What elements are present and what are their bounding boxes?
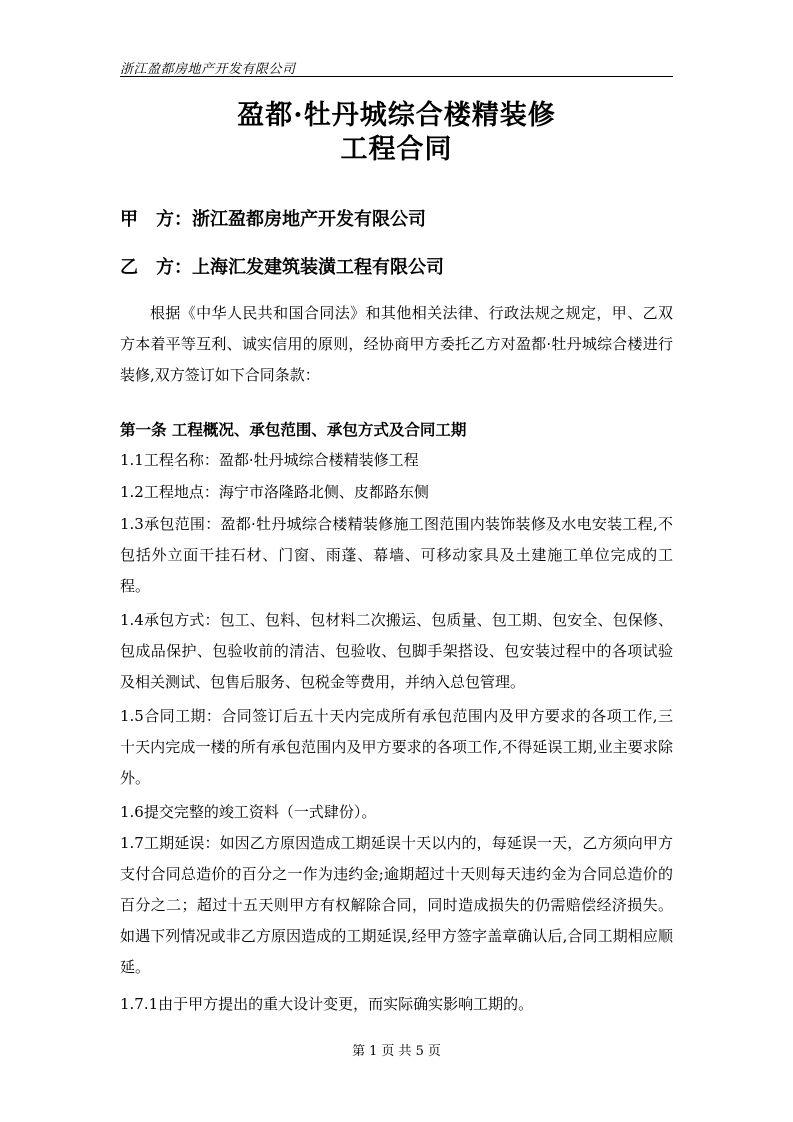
- party-b-name: 上海汇发建筑装潢工程有限公司: [192, 257, 444, 278]
- party-a-name: 浙江盈都房地产开发有限公司: [192, 209, 426, 230]
- footer-prefix: 第: [352, 1044, 366, 1059]
- party-a-label: 甲: [120, 209, 138, 230]
- page-header: [120, 56, 673, 77]
- footer-mid: 页 共: [381, 1044, 412, 1059]
- page-footer: [120, 1040, 673, 1059]
- party-b-label: 乙: [120, 257, 138, 278]
- party-b: [120, 253, 444, 279]
- party-a-suffix: 方：: [156, 209, 192, 230]
- intro-paragraph: 根据《中华人民共和国合同法》和其他相关法律、行政法规之规定，甲、乙双方本着平等互利、诚实信用的原则，经协商甲方委托乙方对盈都·牡丹城综合楼进行装修,双方签订如下合同条款：: [120, 304, 673, 384]
- clause-1-3: 1.3承包范围：盈都·牡丹城综合楼精装修施工图范围内装饰装修及水电安装工程,不包括外立面干挂石材、门窗、雨蓬、幕墙、可移动家具及土建施工单位完成的工程。: [120, 515, 673, 595]
- footer-total-pages: 5: [415, 1044, 424, 1059]
- clause-1-5: 1.5合同工期：合同签订后五十天内完成所有承包范围内及甲方要求的各项工作,三十天内完成一楼的所有承包范围内及甲方要求的各项工作,不得延误工期,业主要求除外。: [120, 707, 673, 787]
- article1-heading: 第一条 工程概况、承包范围、承包方式及合同工期: [120, 420, 467, 439]
- document-title-line1: 盈都·牡丹城综合楼精装修: [237, 100, 556, 131]
- clause-1-6: 1.6提交完整的竣工资料（一式肆份）。: [120, 803, 377, 821]
- document-title-line2: 工程合同: [340, 134, 453, 165]
- footer-suffix: 页: [427, 1044, 441, 1059]
- header-company-name: 浙江盈都房地产开发有限公司: [120, 62, 296, 77]
- clause-1-7: 1.7工期延误：如因乙方原因造成工期延误十天以内的，每延误一天，乙方须向甲方支付合同总造价的百分之一作为违约金;逾期超过十天则每天违约金为合同总造价的百分之二；超过十五天则甲方有权解除合同，同时造成损失的仍需赔偿经济损失。如遇下列情况或非乙方原因造成的工期延误,经甲方签字盖章确认后,合同工期相应顺延。: [120, 834, 673, 976]
- party-a: [120, 205, 426, 231]
- party-b-suffix: 方：: [156, 257, 192, 278]
- clause-1-7-1: 1.7.1由于甲方提出的重大设计变更，而实际确实影响工期的。: [120, 995, 534, 1013]
- footer-page-number: 1: [369, 1044, 378, 1059]
- clause-1-4: 1.4承包方式：包工、包料、包材料二次搬运、包质量、包工期、包安全、包保修、包成品保护、包验收前的清洁、包验收、包脚手架搭设、包安装过程中的各项试验及相关测试、包售后服务、包税金等费用，并纳入总包管理。: [120, 611, 673, 691]
- clause-1-1: 1.1工程名称：盈都·牡丹城综合楼精装修工程: [120, 451, 419, 469]
- clause-1-2: 1.2工程地点：海宁市洛隆路北侧、皮都路东侧: [120, 483, 429, 501]
